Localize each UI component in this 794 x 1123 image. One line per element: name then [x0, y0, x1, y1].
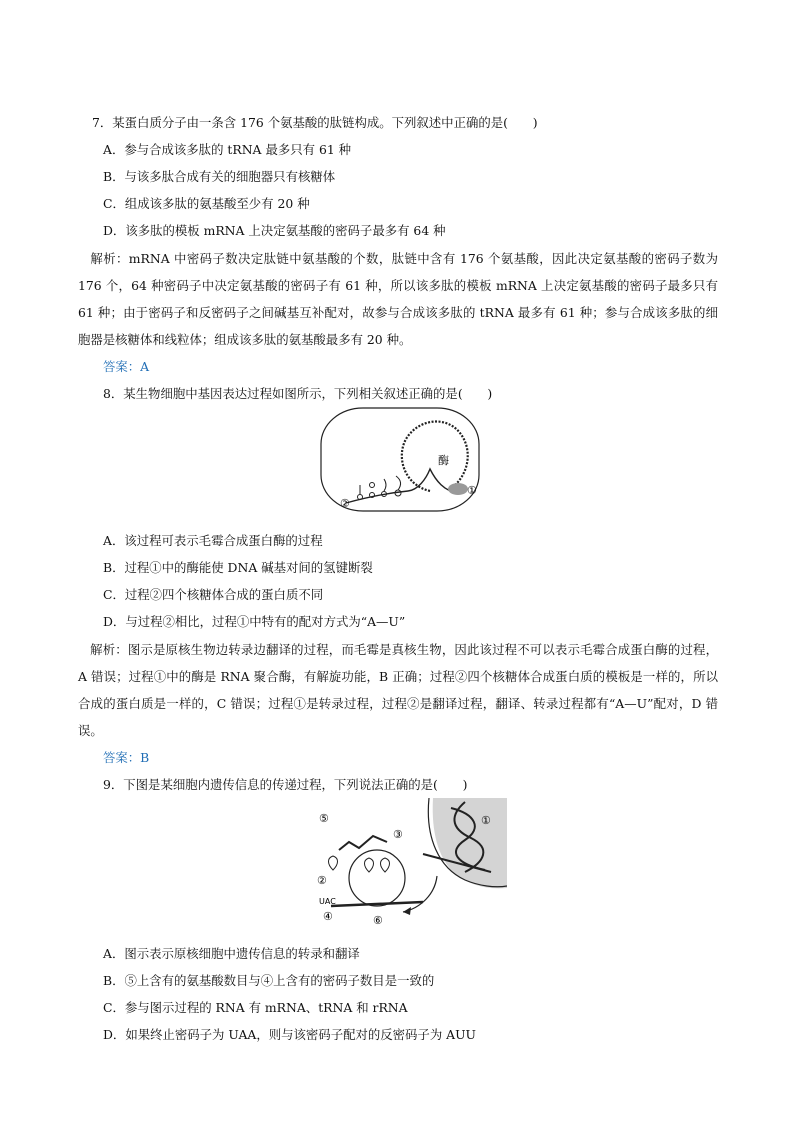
peptide-chain	[339, 836, 387, 850]
q8-option-b: B．过程①中的酶能使 DNA 碱基对间的氢键断裂	[103, 560, 373, 575]
rna-polymerase	[448, 483, 468, 495]
dna-loop	[402, 422, 468, 491]
ribosome	[349, 850, 405, 906]
q9-label-6: ⑥	[373, 914, 383, 927]
q8-enzyme-label: 酶	[438, 454, 449, 467]
q8-label-2: ②	[340, 497, 350, 510]
q9-label-4: ④	[323, 910, 333, 923]
q7-option-a: A．参与合成该多肽的 tRNA 最多只有 61 种	[103, 142, 352, 157]
q9-label-2: ②	[317, 874, 327, 887]
q7-stem: 7．某蛋白质分子由一条含 176 个氨基酸的肽链构成。下列叙述中正确的是( )	[92, 115, 538, 130]
q9-translation-figure	[315, 798, 507, 928]
q8-option-d: D．与过程②相比，过程①中特有的配对方式为“A—U”	[103, 614, 406, 629]
q7-option-d: D．该多肽的模板 mRNA 上决定氨基酸的密码子最多有 64 种	[103, 223, 446, 238]
q7-analysis: 解析：mRNA 中密码子数决定肽链中氨基酸的个数，肽链中含有 176 个氨基酸，因此决定氨基酸的密码子数为 176 个，64 种密码子中决定氨基酸的密码子有 61 种，所以该多肽的模板 mRNA 上决定氨基酸的密码子最多只有 61 种；由于密码子和反密码子之间碱基互补配对，故参与合成该多肽的 tRNA 最多有 61 种；参与合成该多肽的细胞器是核糖体和线粒体；组成该多肽的氨基酸最多有 20 种。	[78, 251, 718, 347]
q9-label-5: ⑤	[319, 812, 329, 825]
q7-answer: 答案：A	[103, 359, 150, 374]
q8-analysis: 解析：图示是原核生物边转录边翻译的过程，而毛霉是真核生物，因此该过程不可以表示毛霉合成蛋白酶的过程，A 错误；过程①中的酶是 RNA 聚合酶，有解旋功能，B 正确；过程②四个核糖体合成蛋白质的模板是一样的，所以合成的蛋白质是一样的，C 错误；过程①是转录过程，过程②是翻译过程，翻译、转录过程都有“A—U”配对，D 错误。	[78, 642, 718, 738]
q9-stem: 9．下图是某细胞内遗传信息的传递过程，下列说法正确的是( )	[103, 777, 468, 792]
export-arrow	[403, 876, 437, 912]
q8-option-c: C．过程②四个核糖体合成的蛋白质不同	[103, 587, 324, 602]
q9-option-a: A．图示表示原核细胞中遗传信息的转录和翻译	[103, 946, 360, 961]
q7-option-b: B．与该多肽合成有关的细胞器只有核糖体	[103, 169, 336, 184]
q8-cell-figure	[318, 405, 483, 515]
q8-answer: 答案：B	[103, 750, 150, 765]
ribosomes	[358, 476, 402, 500]
q9-label-1: ①	[481, 814, 491, 827]
q8-label-1: ①	[467, 484, 477, 497]
q7-option-c: C．组成该多肽的氨基酸至少有 20 种	[103, 196, 310, 211]
trna-molecules	[329, 856, 390, 872]
nucleus	[433, 798, 507, 888]
q9-option-b: B．⑤上含有的氨基酸数目与④上含有的密码子数目是一致的	[103, 973, 435, 988]
q8-stem: 8．某生物细胞中基因表达过程如图所示，下列相关叙述正确的是( )	[103, 386, 493, 401]
q8-option-a: A．该过程可表示毛霉合成蛋白酶的过程	[103, 533, 323, 548]
q9-option-d: D．如果终止密码子为 UAA，则与该密码子配对的反密码子为 AUU	[103, 1027, 476, 1042]
q9-label-3: ③	[393, 828, 403, 841]
q9-option-c: C．参与图示过程的 RNA 有 mRNA、tRNA 和 rRNA	[103, 1000, 408, 1015]
q9-anticodon: UAC	[319, 897, 336, 906]
